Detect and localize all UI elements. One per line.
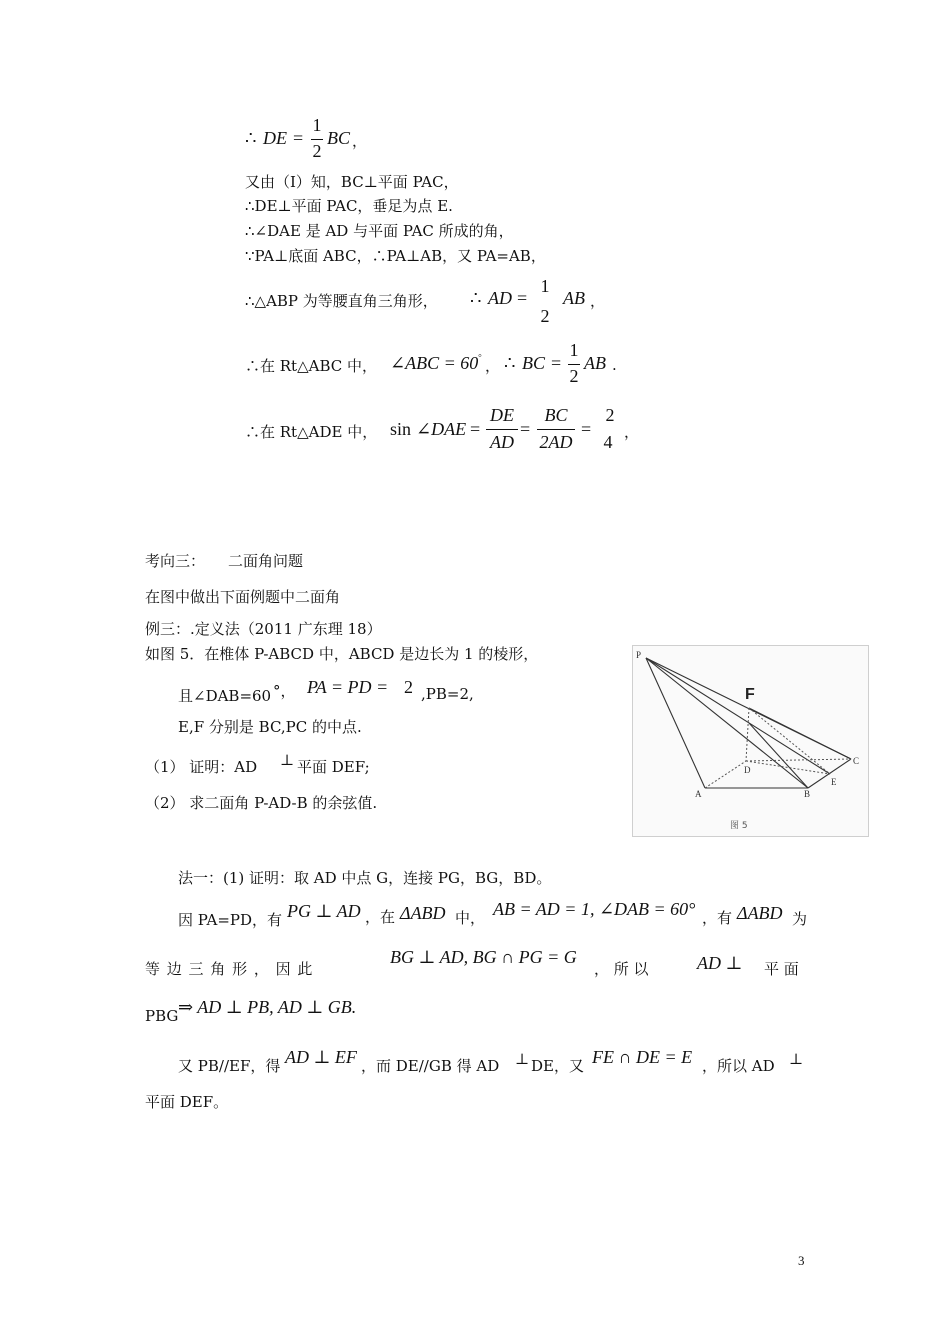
edge-pe xyxy=(646,658,830,774)
edge-dc xyxy=(746,759,851,761)
math-ad-perp: AD ⊥ xyxy=(697,953,743,973)
frac2-num: BC xyxy=(544,405,568,425)
label-a: A xyxy=(695,789,702,799)
pyramid-figure xyxy=(632,645,869,837)
frac2-bar xyxy=(537,429,575,430)
math-sin: sin xyxy=(390,419,412,439)
math-triangle-abd: ΔABD xyxy=(400,903,446,923)
math-eq: = xyxy=(293,128,304,148)
text: ，而 DE//GB 得 AD xyxy=(361,1057,500,1075)
comma: ， xyxy=(590,292,606,310)
math-angle-abc: ∠ABC = 60 xyxy=(390,353,479,373)
example-title: 例三：.定义法（2011 广东理 18） xyxy=(145,620,382,638)
math-bg-perp-ad: BG ⊥ AD, BG ∩ PG = G xyxy=(390,947,577,967)
edge-fe xyxy=(749,708,830,774)
label-e: E xyxy=(831,777,837,787)
math-bc: BC xyxy=(522,353,546,373)
frac1-bar xyxy=(486,429,518,430)
angle-dab: 且∠DAB=60 xyxy=(178,687,272,705)
section-label: 考向三： xyxy=(145,552,206,570)
label-c: C xyxy=(853,756,860,766)
frac2-den: 2AD xyxy=(539,432,573,452)
math-implies: ⇒ AD ⊥ PB, AD ⊥ GB. xyxy=(178,997,357,1017)
figure-caption: 图 5 xyxy=(730,821,748,831)
frac1-num: DE xyxy=(490,405,514,425)
perp: ⊥ xyxy=(515,1050,530,1068)
text: DE，又 xyxy=(531,1057,584,1075)
edge-fd xyxy=(746,708,749,761)
label-d: D xyxy=(744,765,751,775)
text: 又 PB//EF，得 xyxy=(178,1057,281,1075)
math-de: DE xyxy=(263,128,287,148)
label-b: B xyxy=(804,789,811,799)
math-triangle-abd-2: ΔABD xyxy=(737,903,783,923)
edge-ad xyxy=(705,761,746,788)
edge-pa xyxy=(646,658,705,788)
math-ab-ad-angle: AB = AD = 1, ∠DAB = 60° xyxy=(493,899,696,919)
frac3-den: 4 xyxy=(603,432,613,452)
text-line-5: ∵PA⊥底面 ABC，∴PA⊥AB，又 PA=AB， xyxy=(245,247,546,265)
comma: ， xyxy=(624,423,640,441)
frac-den: 2 xyxy=(540,306,550,326)
text: 中， xyxy=(455,909,486,927)
math-pa-pd: PA = PD = xyxy=(307,677,389,697)
perp: ⊥ xyxy=(280,751,295,769)
therefore-symbol: ∴ xyxy=(504,353,516,373)
text: 因 PA=PD，有 xyxy=(178,911,283,929)
label-p: P xyxy=(636,650,642,660)
math-eq-2: = xyxy=(520,419,531,439)
page-number: 3 xyxy=(798,1253,805,1268)
text-line-3: ∴DE⊥平面 PAC，垂足为点 E. xyxy=(245,197,453,215)
frac-num: 1 xyxy=(540,276,550,296)
solution-line-1: 法一：(1) 证明：取 AD 中点 G，连接 PG，BG，BD。 xyxy=(178,869,552,887)
text: ∴在 Rt△ADE 中， xyxy=(245,423,378,441)
pb-value: ,PB=2, xyxy=(421,685,474,703)
math-ad-perp-ef: AD ⊥ EF xyxy=(285,1047,357,1067)
math-fe-cap-de: FE ∩ DE = E xyxy=(592,1047,693,1067)
problem-line-3: E,F 分别是 BC,PC 的中点. xyxy=(178,718,362,736)
frac-den: 2 xyxy=(312,141,322,161)
text: 为 xyxy=(792,910,808,928)
text: 等 边 三 角 形 ， 因 此 xyxy=(145,960,313,978)
math-ad: AD xyxy=(488,288,512,308)
frac-bar xyxy=(311,139,323,140)
math-ab: AB xyxy=(584,353,606,373)
text: ∴在 Rt△ABC 中， xyxy=(245,357,378,375)
section-title: 二面角问题 xyxy=(228,552,304,570)
text: ， 所 以 xyxy=(594,960,649,978)
frac-num: 1 xyxy=(569,340,579,360)
math-eq-1: = xyxy=(470,419,481,439)
degree-comma: °， xyxy=(273,682,296,700)
perp: ⊥ xyxy=(789,1050,804,1068)
comma: ， xyxy=(485,357,501,375)
text: ，所以 AD xyxy=(702,1057,775,1075)
text-pbg: PBG xyxy=(145,1007,179,1025)
text: ，在 xyxy=(365,908,396,926)
frac1-den: AD xyxy=(490,432,514,452)
math-ab: AB xyxy=(563,288,585,308)
frac-den: 2 xyxy=(569,366,579,386)
label-f: F xyxy=(745,686,755,703)
problem-line-1: 如图 5．在椎体 P-ABCD 中，ABCD 是边长为 1 的棱形， xyxy=(145,645,539,663)
therefore-symbol: ∴ xyxy=(245,128,257,148)
therefore-symbol: ∴ xyxy=(470,288,482,308)
math-eq: = xyxy=(551,353,562,373)
math-bc: BC xyxy=(327,128,351,148)
pyramid-diagram xyxy=(633,646,868,836)
text: ∴△ABP 为等腰直角三角形， xyxy=(245,292,438,310)
frac3-num: 2 xyxy=(605,405,615,425)
q1-text: （1） 证明：AD xyxy=(145,758,258,776)
period: . xyxy=(612,356,617,374)
frac-bar xyxy=(568,364,580,365)
math-eq-3: = xyxy=(581,419,592,439)
edge-fc-upper xyxy=(749,708,851,759)
math-pg-perp-ad: PG ⊥ AD xyxy=(287,901,361,921)
comma: ， xyxy=(352,132,368,150)
math-eq: = xyxy=(517,288,528,308)
text: ，有 xyxy=(702,909,733,927)
frac-num: 1 xyxy=(312,115,322,135)
math-angle-dae: ∠DAE xyxy=(416,419,467,439)
degree: ◦ xyxy=(478,350,482,362)
question-2: （2） 求二面角 P-AD-B 的余弦值. xyxy=(145,794,378,812)
instruction: 在图中做出下面例题中二面角 xyxy=(145,588,341,606)
sqrt2-value: 2 xyxy=(404,677,413,697)
solution-line-6: 平面 DEF。 xyxy=(145,1093,229,1111)
text-line-4: ∴∠DAE 是 AD 与平面 PAC 所成的角， xyxy=(245,222,514,240)
text: 平 面 xyxy=(764,960,799,978)
edge-pb xyxy=(646,658,808,788)
q1-text-b: 平面 DEF; xyxy=(297,758,370,776)
text-line-2: 又由（Ⅰ）知，BC⊥平面 PAC， xyxy=(245,173,459,191)
